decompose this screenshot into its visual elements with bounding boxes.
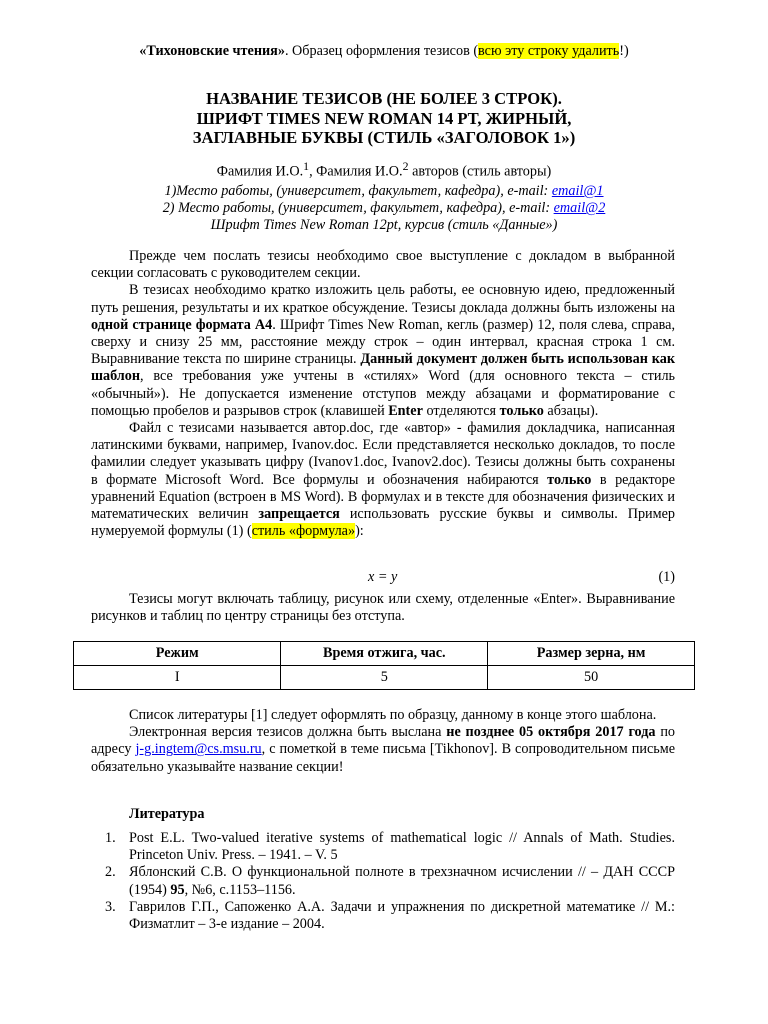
p6-text-1: Электронная версия тезисов должна быть выслана <box>129 724 447 741</box>
reference-volume: 95 <box>170 881 185 898</box>
paragraph-3 <box>91 420 675 540</box>
p3-text-3: использовать русские буквы и символы. Пример нумеруемой формулы (1) ( <box>91 506 675 540</box>
affiliation-1 <box>0 183 768 200</box>
affiliation-1-text: 1)Место работы, (университет, факультет, кафедра), e-mail: <box>164 183 552 199</box>
reference-text-end: , №6, с.1153–1156. <box>184 881 296 898</box>
table-cell: 5 <box>281 666 488 690</box>
data-table <box>73 641 695 690</box>
table-header-cell: Режим <box>74 642 281 666</box>
p3-highlight: стиль «формула» <box>251 523 356 540</box>
reference-number: 2. <box>105 864 116 881</box>
table-row <box>74 666 695 690</box>
list-item <box>91 830 675 864</box>
literature-heading: Литература <box>129 806 205 822</box>
table-header-cell: Время отжига, час. <box>281 642 488 666</box>
formula-row <box>91 569 675 587</box>
submission-email-link[interactable]: j-g.ingtem@cs.msu.ru <box>135 741 262 758</box>
formula-expression: x = y <box>368 569 398 585</box>
p2-text-5: абзацы). <box>543 402 599 419</box>
reference-list <box>91 830 675 933</box>
p2-bold-1: одной странице формата А4 <box>91 316 273 333</box>
header-highlight: всю эту строку удалить <box>478 43 620 59</box>
list-item <box>91 899 675 933</box>
authors-rest: авторов (стиль авторы) <box>408 163 552 180</box>
p6-text-2: по адресу <box>91 724 676 758</box>
p3-text-4: ): <box>355 523 364 540</box>
paragraph-5: Список литературы [1] следует оформлять по образцу, данному в конце этого шаблона. <box>129 707 657 723</box>
table-cell: 50 <box>488 666 695 690</box>
p2-text-2: . Шрифт Times New Roman, кегль (размер) 12, поля слева, справа, сверху и снизу 25 мм, расстояние между строк – один интервал, красная строка 1 см. Выравнивание текста по ширине страницы. <box>91 316 675 368</box>
affiliation-2 <box>0 200 768 217</box>
p6-text-3: , с пометкой в теме письма [Tikhonov]. В сопроводительном письме обязательно указывайте название секции! <box>91 741 676 775</box>
p2-bold-2: Данный документ должен быть использован как шаблон <box>91 351 676 385</box>
title-line-1: НАЗВАНИЕ ТЕЗИСОВ (НЕ БОЛЕЕ 3 СТРОК). <box>206 89 562 108</box>
affiliations <box>0 183 768 235</box>
p2-text-3: , все требования уже учтены в «стилях» Word (для основного текста – стиль «обычный»). Не допускается изменение отступов между абзацами и форматирование с помощью пробелов и разрывов строк (клавишей <box>91 368 675 419</box>
table-header-row <box>74 642 695 666</box>
reference-text: Гаврилов Г.П., Сапоженко А.А. Задачи и упражнения по дискретной математике // М.: Физматлит – 3-е издание – 2004. <box>129 898 675 933</box>
header-line <box>0 43 768 60</box>
affiliation-note: Шрифт Times New Roman 12pt, курсив (стиль «Данные») <box>210 217 558 234</box>
paragraph-2 <box>91 282 675 420</box>
header-bold: «Тихоновские чтения» <box>139 43 285 59</box>
author-2-sup: 2 <box>402 159 409 173</box>
p3-text-1: Файл с тезисами называется автор.doc, где «автор» - фамилия докладчика, написанная латинскими буквами, например, Ivanov.doc. Если представляется несколько докладов, то после фамилии следует указывать цифру (Ivanov1.doc, Ivanov2.doc). Тезисы должны быть сохранены в формате Microsoft Word. Все формулы и обозначения набираются <box>91 420 675 488</box>
p2-text-1: В тезисах необходимо кратко изложить цель работы, ее основную идею, предложенный путь решения, результаты и их краткое обсуждение. Тезисы доклада должны быть изложены на <box>91 282 675 316</box>
reference-number: 1. <box>105 830 116 846</box>
header-end: !) <box>619 43 629 59</box>
document-title <box>0 89 768 148</box>
email-link-1[interactable]: email@1 <box>551 183 604 199</box>
author-sep: , Фамилия И.О. <box>309 163 403 180</box>
reference-text: Яблонский С.В. О функциональной полноте в трехзначном исчислении // – ДАН СССР (1954) <box>129 864 675 898</box>
affiliation-2-text: 2) Место работы, (университет, факультет, кафедра), e-mail: <box>162 200 554 217</box>
p2-text-4: отделяются <box>422 402 500 419</box>
title-line-3: ЗАГЛАВНЫЕ БУКВЫ (СТИЛЬ «ЗАГОЛОВОК 1») <box>192 128 576 147</box>
table-cell: I <box>74 666 281 690</box>
authors-line <box>0 158 768 181</box>
reference-number: 3. <box>105 898 116 915</box>
email-link-2[interactable]: email@2 <box>553 200 606 217</box>
table-header-cell: Размер зерна, нм <box>488 642 695 666</box>
body-section-2 <box>91 591 675 625</box>
header-middle: . Образец оформления тезисов ( <box>284 43 479 59</box>
p2-bold-4: только <box>499 402 544 419</box>
paragraph-6 <box>91 724 675 776</box>
reference-text: Post E.L. Two-valued iterative systems of mathematical logic // Annals of Math. Studies. Princeton Univ. Press. – 1941. – V. 5 <box>129 830 675 864</box>
author-1-sup: 1 <box>303 159 310 173</box>
p3-bold-2: запрещается <box>258 506 340 523</box>
paragraph-1: Прежде чем послать тезисы необходимо свое выступление с докладом в выбранной секции согласовать с руководителем секции. <box>91 248 675 282</box>
paragraph-4: Тезисы могут включать таблицу, рисунок или схему, отделенные «Enter». Выравнивание рисунков и таблиц по центру страницы без отступа. <box>91 591 675 625</box>
list-item <box>91 864 675 898</box>
p3-text-2: в редакторе уравнений Equation (встроен в MS Word). В формулах и в тексте для обозначения физических и математических величин <box>91 471 675 523</box>
p6-bold-1: не позднее 05 октября 2017 года <box>446 724 656 741</box>
author-1: Фамилия И.О. <box>216 163 304 180</box>
p2-bold-3: Enter <box>388 402 423 419</box>
p3-bold-1: только <box>547 471 592 488</box>
body-section-3 <box>91 707 675 776</box>
formula-number: (1) <box>658 569 675 585</box>
title-line-2: ШРИФТ TIMES NEW ROMAN 14 PT, ЖИРНЫЙ, <box>196 108 572 128</box>
body-section-1 <box>91 248 675 540</box>
